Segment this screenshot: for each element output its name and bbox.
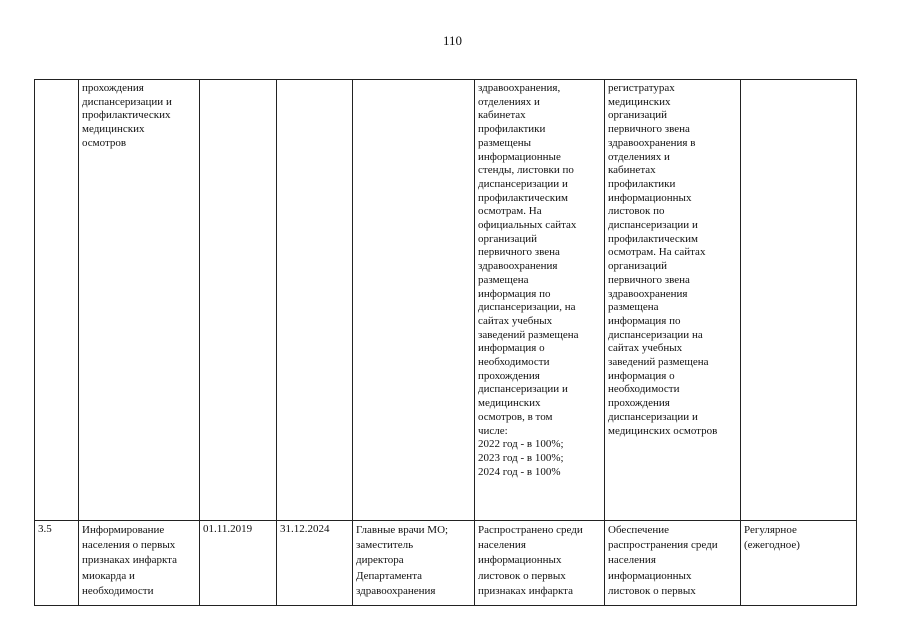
row-number-cell: 3.5 bbox=[35, 521, 79, 606]
responsible-cell bbox=[353, 521, 475, 606]
measures-table bbox=[34, 79, 857, 606]
text-line: медицинских bbox=[82, 123, 145, 136]
text-line: (ежегодное) bbox=[744, 539, 800, 552]
text-line: прохождения bbox=[82, 82, 144, 94]
text-line: профилактики bbox=[608, 177, 676, 190]
text-line: информационные bbox=[478, 150, 561, 163]
text-line: 2024 год - в 100% bbox=[478, 465, 561, 478]
text-line: миокарда и bbox=[82, 569, 135, 582]
text-line: отделениях и bbox=[478, 95, 540, 108]
text-line: здравоохранения в bbox=[608, 136, 696, 149]
text-line: Главные врачи МО; bbox=[356, 524, 449, 536]
text-line: информационных bbox=[478, 554, 562, 567]
text-line: диспансеризации и bbox=[478, 383, 568, 396]
responsible-cell bbox=[353, 80, 475, 521]
text-line: информация о bbox=[608, 369, 675, 382]
text-line: профилактики bbox=[478, 123, 546, 136]
text-line: осмотров, в том bbox=[478, 410, 553, 423]
text-line: информация по bbox=[608, 314, 681, 327]
text-line: населения bbox=[608, 554, 656, 567]
text-line: официальных сайтах bbox=[478, 219, 577, 232]
text-line: профилактических bbox=[82, 109, 171, 122]
text-line: распространения среди bbox=[608, 539, 718, 552]
text-line: признаках инфаркта bbox=[478, 584, 574, 597]
text-line: информационных bbox=[608, 191, 692, 204]
table-row bbox=[35, 80, 857, 521]
text-line: диспансеризации и bbox=[478, 177, 568, 190]
text-line: листовок о первых bbox=[608, 584, 696, 597]
text-line: здравоохранения bbox=[608, 287, 688, 300]
text-line: первичного звена bbox=[478, 246, 560, 259]
text-line: медицинских осмотров bbox=[608, 424, 718, 437]
text-line: осмотрам. На сайтах bbox=[608, 246, 706, 259]
text-line: регистратурах bbox=[608, 82, 675, 94]
page-number: 110 bbox=[442, 33, 463, 48]
text-line: здравоохранения, bbox=[478, 82, 561, 94]
table-row bbox=[35, 521, 857, 606]
expected-result-cell bbox=[605, 521, 741, 606]
text-line: организаций bbox=[478, 232, 538, 245]
text-line: 2022 год - в 100%; bbox=[478, 438, 564, 451]
text-line: здравоохранения bbox=[478, 260, 558, 273]
start-date-cell bbox=[200, 80, 277, 521]
text-line: Обеспечение bbox=[608, 524, 669, 536]
text-line: профилактическим bbox=[478, 191, 568, 204]
text-line: стенды, листовки по bbox=[478, 164, 574, 177]
expected-result-cell bbox=[605, 80, 741, 521]
text-line: профилактическим bbox=[608, 232, 698, 245]
text-line: Регулярное bbox=[744, 524, 797, 536]
text-line: листовок о первых bbox=[478, 569, 566, 582]
text-line: диспансеризации и bbox=[82, 95, 172, 108]
text-line: числе: bbox=[478, 424, 508, 437]
text-line: размещена bbox=[608, 301, 659, 314]
event-cell bbox=[79, 80, 200, 521]
text-line: размещена bbox=[478, 273, 529, 286]
text-line: сайтах учебных bbox=[478, 314, 553, 327]
end-date-cell bbox=[277, 80, 353, 521]
text-line: Распространено среди bbox=[478, 524, 583, 536]
text-line: 2023 год - в 100%; bbox=[478, 451, 564, 464]
end-date-cell: 31.12.2024 bbox=[277, 521, 353, 606]
text-line: первичного звена bbox=[608, 273, 690, 286]
text-line: организаций bbox=[608, 260, 668, 273]
text-line: информационных bbox=[608, 569, 692, 582]
text-line: первичного звена bbox=[608, 123, 690, 136]
text-line: диспансеризации и bbox=[608, 219, 698, 232]
periodicity-cell bbox=[741, 80, 857, 521]
text-line: кабинетах bbox=[478, 109, 526, 122]
text-line: прохождения bbox=[478, 369, 540, 382]
text-line: прохождения bbox=[608, 397, 670, 410]
start-date-cell: 01.11.2019 bbox=[200, 521, 277, 606]
text-line: медицинских bbox=[478, 397, 541, 410]
text-line: диспансеризации и bbox=[608, 410, 698, 423]
result-cell bbox=[475, 521, 605, 606]
text-line: диспансеризации, на bbox=[478, 301, 576, 314]
text-line: кабинетах bbox=[608, 164, 656, 177]
text-line: населения bbox=[478, 539, 526, 552]
text-line: отделениях и bbox=[608, 150, 670, 163]
text-line: сайтах учебных bbox=[608, 342, 683, 355]
event-cell bbox=[79, 521, 200, 606]
text-line: медицинских bbox=[608, 95, 671, 108]
text-line: заместитель bbox=[356, 539, 414, 552]
text-line: Информирование bbox=[82, 524, 165, 536]
text-line: информация по bbox=[478, 287, 551, 300]
text-line: необходимости bbox=[478, 356, 550, 369]
text-line: признаках инфаркта bbox=[82, 554, 178, 567]
periodicity-cell bbox=[741, 521, 857, 606]
text-line: информация о bbox=[478, 342, 545, 355]
text-line: осмотров bbox=[82, 136, 127, 149]
text-line: заведений размещена bbox=[478, 328, 579, 341]
text-line: здравоохранения bbox=[356, 584, 436, 597]
text-line: директора bbox=[356, 554, 404, 567]
text-line: необходимости bbox=[82, 584, 154, 597]
row-number-cell bbox=[35, 80, 79, 521]
result-cell bbox=[475, 80, 605, 521]
text-line: организаций bbox=[608, 109, 668, 122]
text-line: диспансеризации на bbox=[608, 328, 703, 341]
text-line: необходимости bbox=[608, 383, 680, 396]
text-line: населения о первых bbox=[82, 539, 176, 552]
text-line: осмотрам. На bbox=[478, 205, 542, 218]
text-line: размещены bbox=[478, 136, 532, 149]
text-line: Департамента bbox=[356, 569, 423, 582]
text-line: заведений размещена bbox=[608, 356, 709, 369]
text-line: листовок по bbox=[608, 205, 665, 218]
